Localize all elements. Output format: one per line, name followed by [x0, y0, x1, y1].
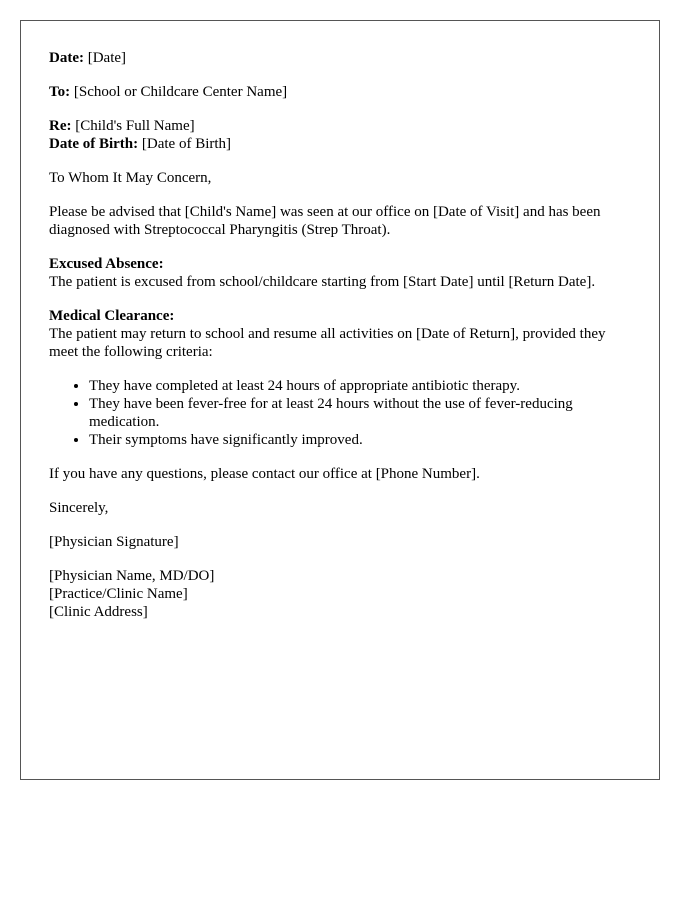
- date-label: Date:: [49, 50, 84, 66]
- signature-block: [49, 567, 631, 621]
- salutation: To Whom It May Concern,: [49, 170, 212, 186]
- excused-absence-heading: Excused Absence:: [49, 256, 164, 272]
- to-label: To:: [49, 84, 71, 100]
- closing: Sincerely,: [49, 500, 109, 516]
- re-label: Re:: [49, 118, 72, 134]
- date-value: [Date]: [87, 50, 127, 66]
- physician-signature: [Physician Signature]: [49, 534, 179, 550]
- medical-clearance-heading: Medical Clearance:: [49, 308, 175, 324]
- medical-clearance-section: [49, 307, 631, 449]
- date-line: [49, 49, 631, 67]
- excused-absence-text: The patient is excused from school/childcare starting from [Start Date] until [Return Date].: [49, 274, 596, 290]
- practice-name: [Practice/Clinic Name]: [49, 586, 188, 602]
- contact-paragraph: If you have any questions, please contact our office at [Phone Number].: [49, 466, 480, 482]
- dob-value: [Date of Birth]: [141, 136, 232, 152]
- criteria-list: [49, 377, 631, 449]
- clinic-address: [Clinic Address]: [49, 604, 148, 620]
- re-value: [Child's Full Name]: [75, 118, 195, 134]
- medical-clearance-intro: [49, 307, 631, 361]
- list-item: • Their symptoms have significantly improved.: [89, 431, 631, 449]
- to-value: [School or Childcare Center Name]: [73, 84, 288, 100]
- recipient-line: [49, 83, 631, 101]
- re-line: [49, 117, 631, 135]
- list-item: • They have completed at least 24 hours of appropriate antibiotic therapy.: [89, 377, 631, 395]
- letter-page: [20, 20, 660, 780]
- physician-name: [Physician Name, MD/DO]: [49, 568, 215, 584]
- excused-absence-section: [49, 255, 631, 291]
- medical-clearance-text: The patient may return to school and resume all activities on [Date of Return], provided they meet the following criteria:: [49, 326, 606, 360]
- subject-block: [49, 117, 631, 153]
- dob-label: Date of Birth:: [49, 136, 139, 152]
- intro-paragraph: Please be advised that [Child's Name] was seen at our office on [Date of Visit] and has been diagnosed with Streptococcal Pharyngitis (Strep Throat).: [49, 204, 601, 238]
- dob-line: [49, 135, 631, 153]
- list-item: • They have been fever-free for at least 24 hours without the use of fever-reducing medication.: [89, 395, 631, 431]
